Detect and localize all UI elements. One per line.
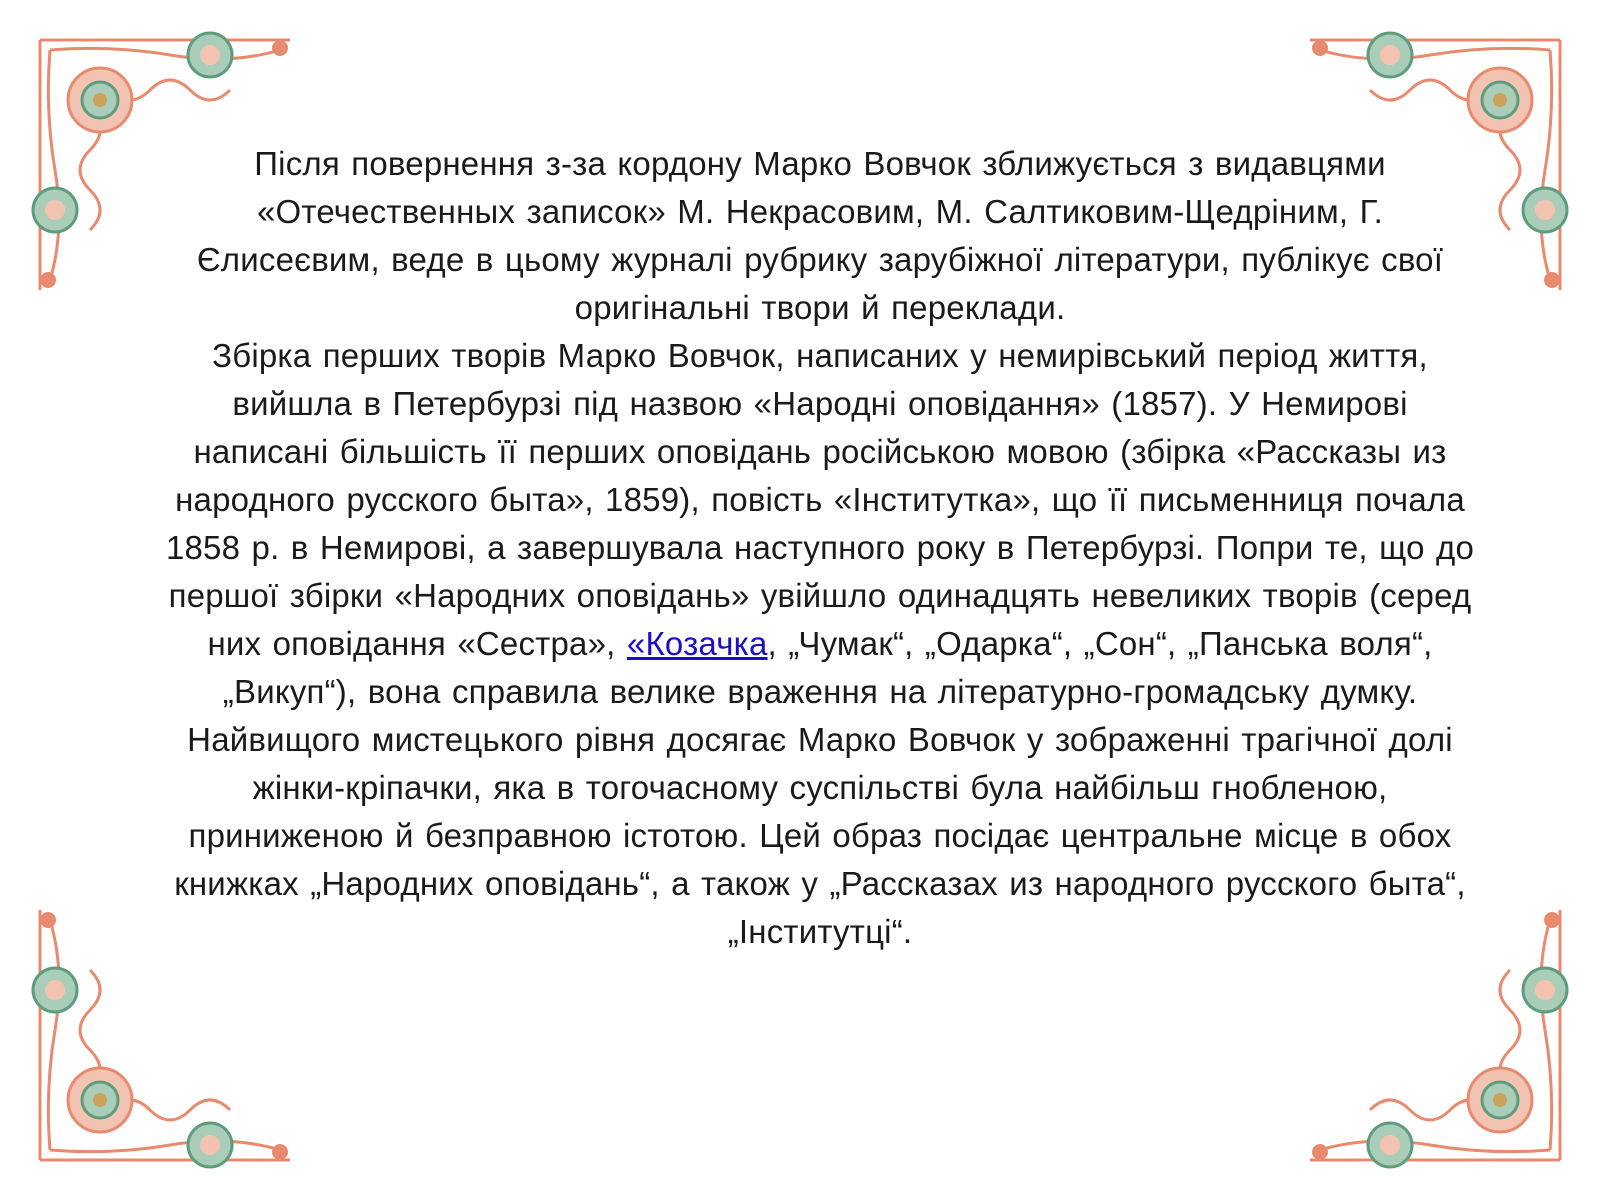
paragraph-2-text-after-link: , „Чумак“, „Одарка“, „Сон“, „Панська воля“, „Викуп“), вона справила велике враження на літературно-громадську думку. Найвищого мистецького рівня досягає Марко Вовчок у зображенні трагічної долі жінки-кріпачки, яка в тогочасному суспільстві була найбільш гнобленою, приниженою й безправною істотою. Цей образ посідає центральне місце в обох книжках „Народних оповідань“, а також у „Рассказах из народного русского быта“, „Інститутці“.: [174, 625, 1466, 950]
paragraph-1: Після повернення з-за кордону Марко Вовчок зближується з видавцями «Отечественных записок» М. Некрасовим, М. Салтиковим-Щедріним, Г. Єлисеєвим, веде в цьому журналі рубрику зарубіжної літератури, публікує свої оригінальні твори й переклади.: [196, 145, 1444, 326]
kozachka-link[interactable]: «Козачка: [626, 625, 768, 662]
paragraph-2-text-before-link: Збірка перших творів Марко Вовчок, написаних у немирівський період життя, вийшла в Петербурзі під назвою «Народні оповідання» (1857). У Немирові написані більшість її перших оповідань російською мовою (збірка «Рассказы из народного русского быта», 1859), повість «Інститутка», що її письменниця почала 1858 р. в Немирові, а завершувала наступного року в Петербурзі. Попри те, що до першої збірки «Народних оповідань» увійшло одинадцять невеликих творів (серед них оповідання «Сестра»,: [165, 337, 1475, 662]
main-text: [160, 140, 1480, 956]
paragraph-2: [160, 332, 1480, 956]
